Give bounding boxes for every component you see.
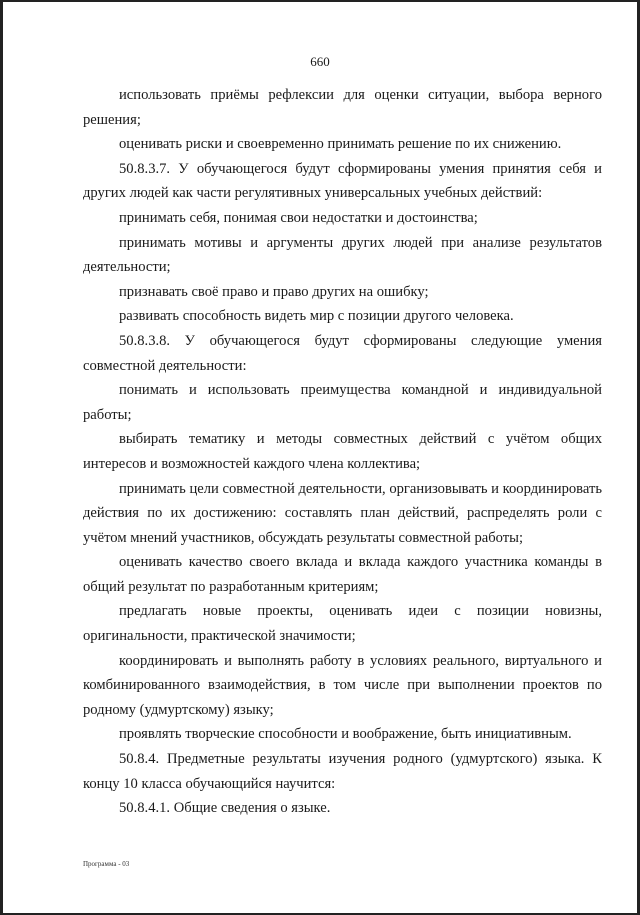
paragraph: развивать способность видеть мир с позиции другого человека. [119, 308, 514, 325]
paragraph: предлагать новые проекты, оценивать идеи с позиции новизны, оригинальности, практической значимости; [83, 603, 602, 645]
paragraph: признавать своё право и право других на ошибку; [119, 283, 429, 300]
paragraph: 50.8.4. Предметные результаты изучения родного (удмуртского) языка. К концу 10 класса обучающийся научится: [83, 751, 602, 792]
paragraph: 50.8.4.1. Общие сведения о языке. [119, 800, 331, 817]
paragraph: использовать приёмы рефлексии для оценки ситуации, выбора верного решения; [83, 87, 602, 128]
paragraph: выбирать тематику и методы совместных действий с учётом общих интересов и возможностей каждого члена коллектива; [83, 431, 602, 472]
paragraph: 50.8.3.7. У обучающегося будут сформированы умения принятия себя и других людей как части регулятивных универсальных учебных действий: [83, 160, 602, 202]
paragraph: принимать мотивы и аргументы других людей при анализе результатов деятельности; [83, 234, 602, 276]
footer-label: Программа - 03 [83, 860, 130, 868]
paragraph: проявлять творческие способности и воображение, быть инициативным. [119, 726, 572, 743]
page-number: 660 [310, 54, 330, 69]
paragraph: принимать цели совместной деятельности, организовывать и координировать действия по их достижению: составлять план действий, распределять роли с учётом мнений участников, обсуждать результаты совместной работы; [83, 480, 602, 546]
paragraph: принимать себя, понимая свои недостатки и достоинства; [119, 209, 478, 226]
paragraph: координировать и выполнять работу в условиях реального, виртуального и комбинированного взаимодействия, в том числе при выполнении проектов по родному (удмуртскому) языку; [83, 652, 602, 718]
body-text [83, 83, 602, 821]
paragraph: понимать и использовать преимущества командной и индивидуальной работы; [83, 382, 602, 423]
paragraph: 50.8.3.8. У обучающегося будут сформированы следующие умения совместной деятельности: [83, 332, 602, 374]
paragraph: оценивать качество своего вклада и вклада каждого участника команды в общий результат по разработанным критериям; [83, 554, 602, 595]
paragraph: оценивать риски и своевременно принимать решение по их снижению. [119, 136, 562, 153]
